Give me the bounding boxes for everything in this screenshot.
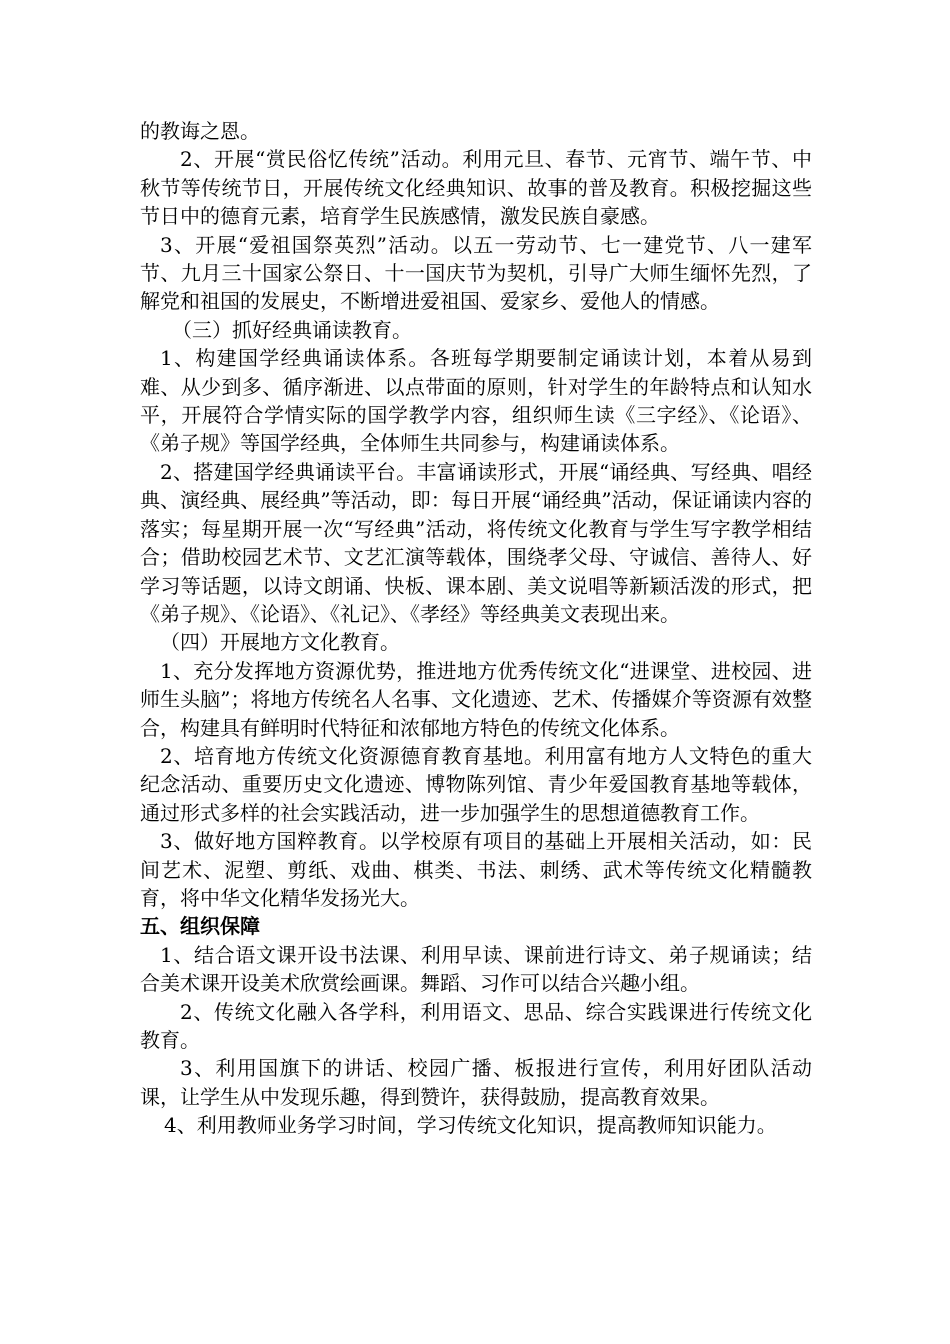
paragraph-continuation: 的教诲之恩。 [140,119,260,143]
paragraph-publicity: 3、利用国旗下的讲话、校园广播、板报进行宣传，利用好团队活动课，让学生从中发现乐趣，得到赞许，获得鼓励，提高教育效果。 [140,1056,812,1109]
section-heading-classics-reading: （三）抓好经典诵读教育。 [172,317,412,342]
paragraph-calligraphy-course: 1、结合语文课开设书法课、利用早读、课前进行诗文、弟子规诵读；结合美术课开设美术欣赏绘画课。舞蹈、习作可以结合兴趣小组。 [140,942,812,996]
paragraph-moral-education-base: 2、培育地方传统文化资源德育教育基地。利用富有地方人文特色的重大纪念活动、重要历史文化遗迹、博物陈列馆、青少年爱国教育基地等载体，通过形式多样的社会实践活动，进一步加强学生的思想道德教育工作。 [140,743,812,825]
document-body [140,117,812,1140]
section-heading-local-culture: （四）开展地方文化教育。 [160,630,400,655]
paragraph-teacher-learning: 4、利用教师业务学习时间，学习传统文化知识，提高教师知识能力。 [164,1113,777,1138]
section-heading-organizational-support: 五、组织保障 [140,914,260,939]
paragraph-reading-system: 1、构建国学经典诵读体系。各班每学期要制定诵读计划，本着从易到难、从少到多、循序渐进、以点带面的原则，针对学生的年龄特点和认知水平，开展符合学情实际的国学教学内容，组织师生读《三字经》、《论语》、《弟子规》等国学经典，全体师生共同参与，构建诵读体系。 [140,346,812,456]
paragraph-local-quintessence: 3、做好地方国粹教育。以学校原有项目的基础上开展相关活动，如：民间艺术、泥塑、剪纸、戏曲、棋类、书法、刺绣、武术等传统文化精髓教育，将中华文化精华发扬光大。 [140,829,812,910]
paragraph-local-resources: 1、充分发挥地方资源优势，推进地方优秀传统文化“进课堂、进校园、进师生头脑”；将地方传统名人名事、文化遗迹、艺术、传播媒介等资源有效整合，构建具有鲜明时代特征和浓郁地方特色的传统文化体系。 [140,658,812,740]
paragraph-folk-customs-activity: 2、开展“赏民俗忆传统”活动。利用元旦、春节、元宵节、端午节、中秋节等传统节日，开展传统文化经典知识、故事的普及教育。积极挖掘这些节日中的德育元素，培育学生民族感情，激发民族自豪感。 [140,147,812,229]
paragraph-patriotism-activity: 3、开展“爱祖国祭英烈”活动。以五一劳动节、七一建党节、八一建军节、九月三十国家公祭日、十一国庆节为契机，引导广大师生缅怀先烈，了解党和祖国的发展史，不断增进爱祖国、爱家乡、爱他人的情感。 [140,232,812,314]
paragraph-cross-subject: 2、传统文化融入各学科，利用语文、思品、综合实践课进行传统文化教育。 [140,999,812,1052]
paragraph-reading-platform: 2、搭建国学经典诵读平台。丰富诵读形式，开展“诵经典、写经典、唱经典、演经典、展经典”等活动，即：每日开展“诵经典”活动，保证诵读内容的落实；每星期开展一次“写经典”活动，将传统文化教育与学生写字教学相结合；借助校园艺术节、文艺汇演等载体，围绕孝父母、守诚信、善待人、好学习等话题，以诗文朗诵、快板、课本剧、美文说唱等新颖活泼的形式，把《弟子规》、《论语》、《礼记》、《孝经》等经典美文表现出来。 [140,459,812,626]
